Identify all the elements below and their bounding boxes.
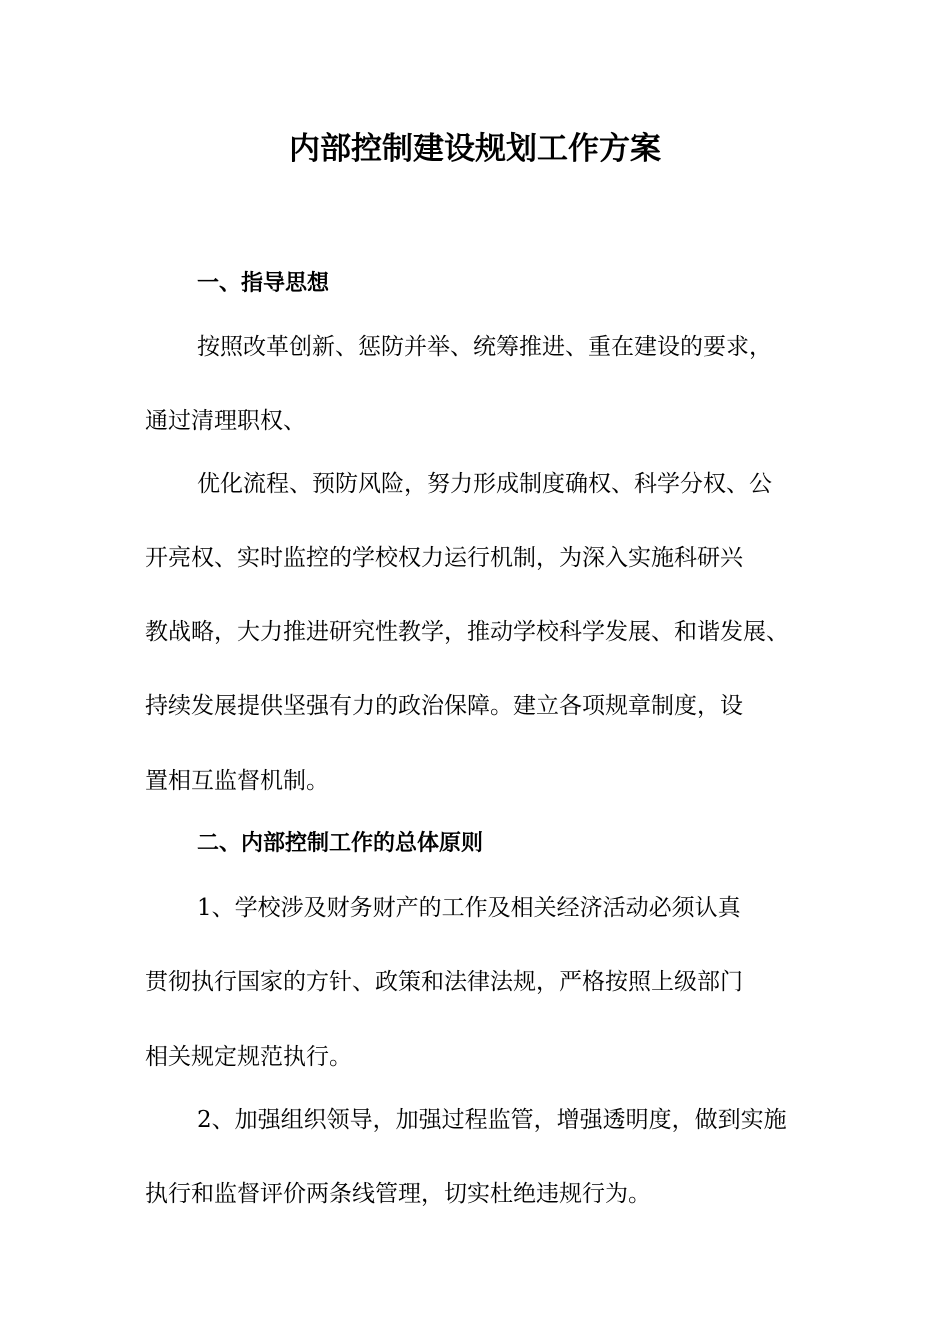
section-heading-guiding-ideology: 一、指导思想 xyxy=(197,271,330,296)
paragraph-line: 开亮权、实时监控的学校权力运行机制，为深入实施科研兴 xyxy=(145,545,743,571)
paragraph-line: 置相互监督机制。 xyxy=(145,768,329,794)
paragraph-line: 2、加强组织领导，加强过程监管，增强透明度，做到实施 xyxy=(197,1107,787,1133)
paragraph-line: 相关规定规范执行。 xyxy=(145,1044,352,1070)
section-heading-overall-principles: 二、内部控制工作的总体原则 xyxy=(197,831,484,856)
document-title: 内部控制建设规划工作方案 xyxy=(289,131,661,167)
paragraph-line: 教战略，大力推进研究性教学，推动学校科学发展、和谐发展、 xyxy=(145,619,789,645)
paragraph-line: 1、学校涉及财务财产的工作及相关经济活动必须认真 xyxy=(197,895,741,921)
paragraph-line: 持续发展提供坚强有力的政治保障。建立各项规章制度，设 xyxy=(145,693,743,719)
paragraph-line: 执行和监督评价两条线管理，切实杜绝违规行为。 xyxy=(145,1181,651,1207)
paragraph-line: 通过清理职权、 xyxy=(145,408,306,434)
paragraph-line: 按照改革创新、惩防并举、统筹推进、重在建设的要求， xyxy=(197,334,772,360)
paragraph-line: 优化流程、预防风险，努力形成制度确权、科学分权、公 xyxy=(197,471,772,497)
paragraph-line: 贯彻执行国家的方针、政策和法律法规，严格按照上级部门 xyxy=(145,969,743,995)
